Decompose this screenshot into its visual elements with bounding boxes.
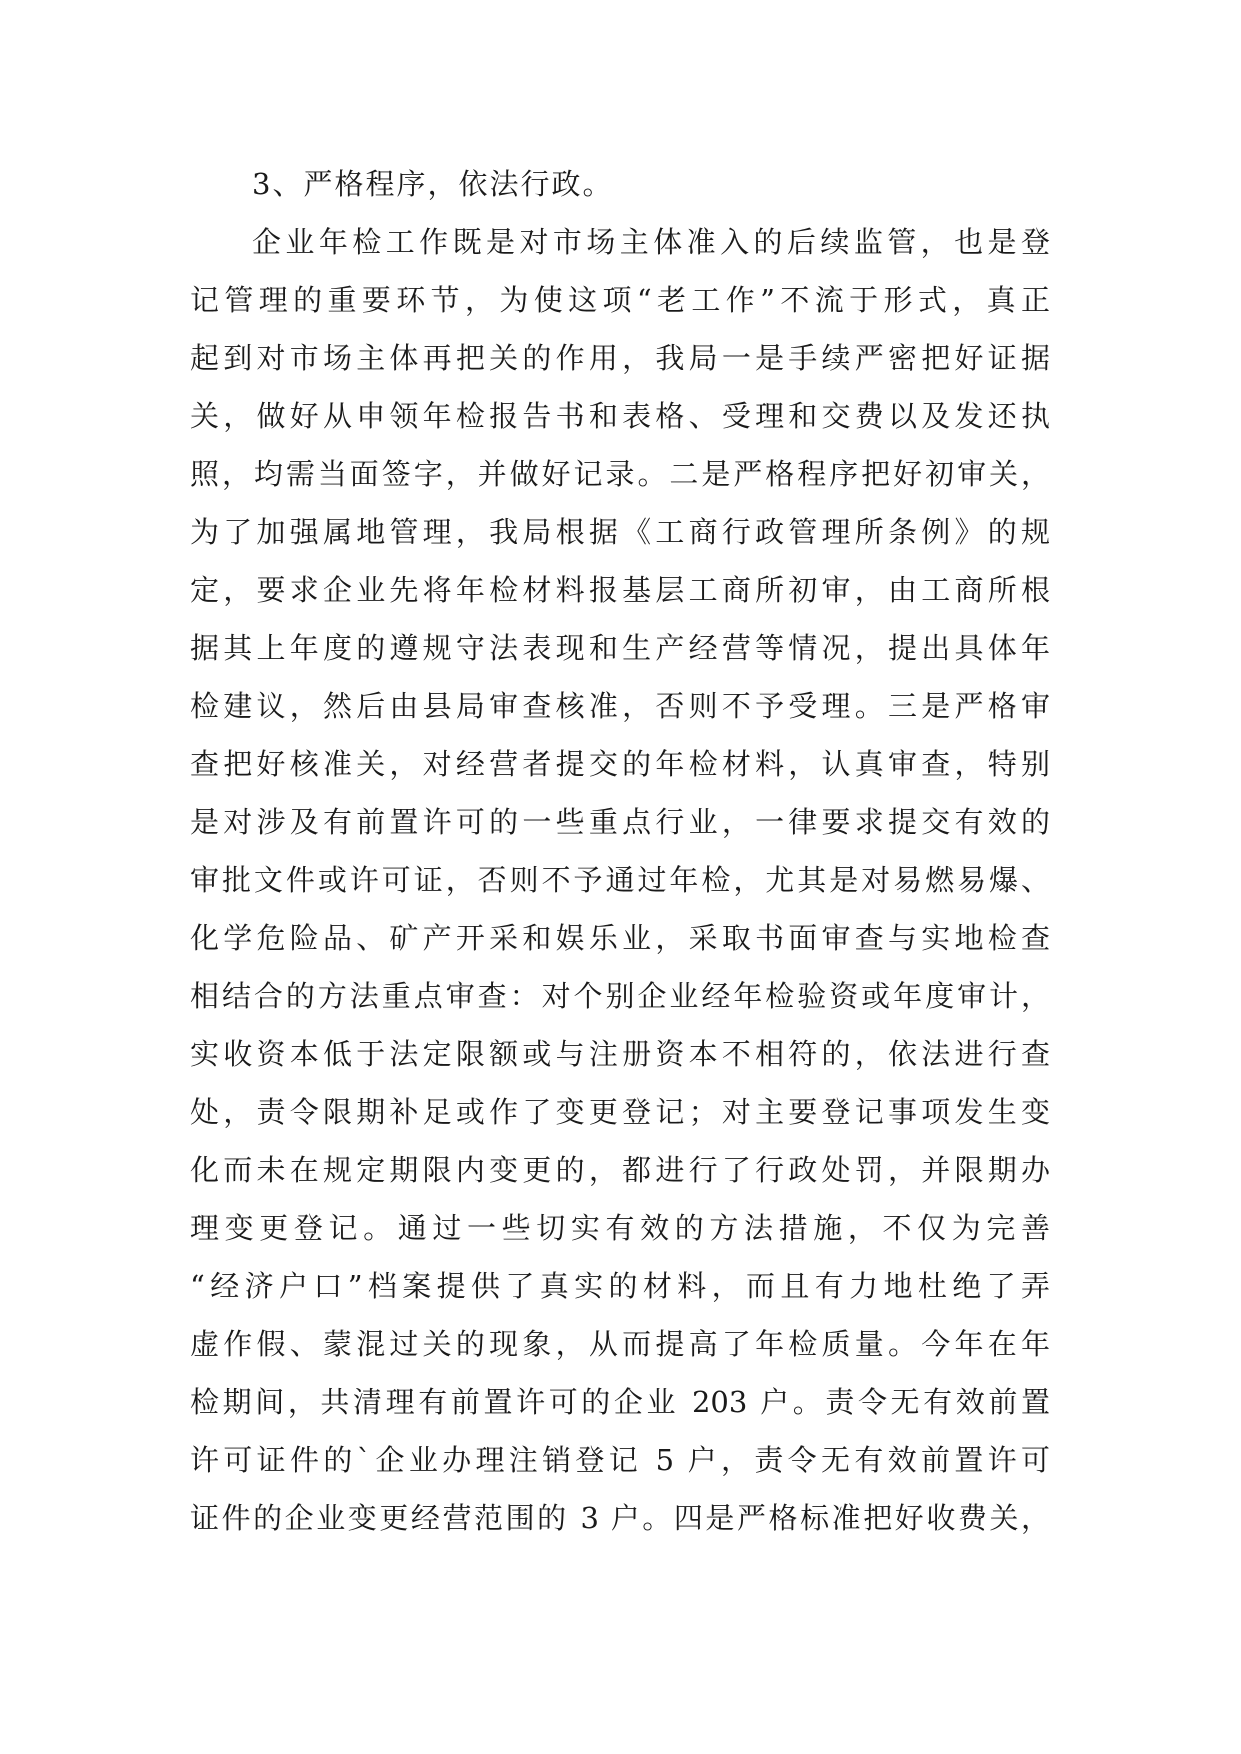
paragraph-line: 记管理的重要环节，为使这项“老工作”不流于形式，真正 xyxy=(190,283,1050,317)
section-heading: 3、严格程序，依法行政。 xyxy=(252,167,614,201)
paragraph-line: 检建议，然后由县局审查核准，否则不予受理。三是严格审 xyxy=(190,689,1050,723)
paragraph-line: 据其上年度的遵规守法表现和生产经营等情况，提出具体年 xyxy=(190,631,1050,665)
paragraph-line: “经济户口”档案提供了真实的材料，而且有力地杜绝了弄 xyxy=(190,1269,1050,1303)
paragraph-line: 照，均需当面签字，并做好记录。二是严格程序把好初审关， xyxy=(190,457,1050,491)
paragraph-line: 虚作假、蒙混过关的现象，从而提高了年检质量。今年在年 xyxy=(190,1327,1050,1361)
paragraph-line: 企业年检工作既是对市场主体准入的后续监管，也是登 xyxy=(252,225,1050,259)
paragraph-line: 实收资本低于法定限额或与注册资本不相符的，依法进行查 xyxy=(190,1037,1050,1071)
paragraph-line: 是对涉及有前置许可的一些重点行业，一律要求提交有效的 xyxy=(190,805,1050,839)
paragraph-line: 化学危险品、矿产开采和娱乐业，采取书面审查与实地检查 xyxy=(190,921,1050,955)
paragraph-line: 相结合的方法重点审查：对个别企业经年检验资或年度审计， xyxy=(190,979,1050,1013)
paragraph-line: 审批文件或许可证，否则不予通过年检，尤其是对易燃易爆、 xyxy=(190,863,1050,897)
paragraph-line: 理变更登记。通过一些切实有效的方法措施，不仅为完善 xyxy=(190,1211,1050,1245)
paragraph-line: 检期间，共清理有前置许可的企业 203 户。责令无有效前置 xyxy=(190,1385,1050,1419)
paragraph-line: 起到对市场主体再把关的作用，我局一是手续严密把好证据 xyxy=(190,341,1050,375)
paragraph-line: 定，要求企业先将年检材料报基层工商所初审，由工商所根 xyxy=(190,573,1050,607)
paragraph-line: 许可证件的`企业办理注销登记 5 户，责令无有效前置许可 xyxy=(190,1443,1050,1477)
paragraph-line: 关，做好从申领年检报告书和表格、受理和交费以及发还执 xyxy=(190,399,1050,433)
paragraph-line: 化而未在规定期限内变更的，都进行了行政处罚，并限期办 xyxy=(190,1153,1050,1187)
paragraph-line: 处，责令限期补足或作了变更登记；对主要登记事项发生变 xyxy=(190,1095,1050,1129)
paragraph-line: 证件的企业变更经营范围的 3 户。四是严格标准把好收费关， xyxy=(190,1501,1050,1535)
document-body xyxy=(190,155,1050,1547)
paragraph-line: 查把好核准关，对经营者提交的年检材料，认真审查，特别 xyxy=(190,747,1050,781)
paragraph-line: 为了加强属地管理，我局根据《工商行政管理所条例》的规 xyxy=(190,515,1050,549)
